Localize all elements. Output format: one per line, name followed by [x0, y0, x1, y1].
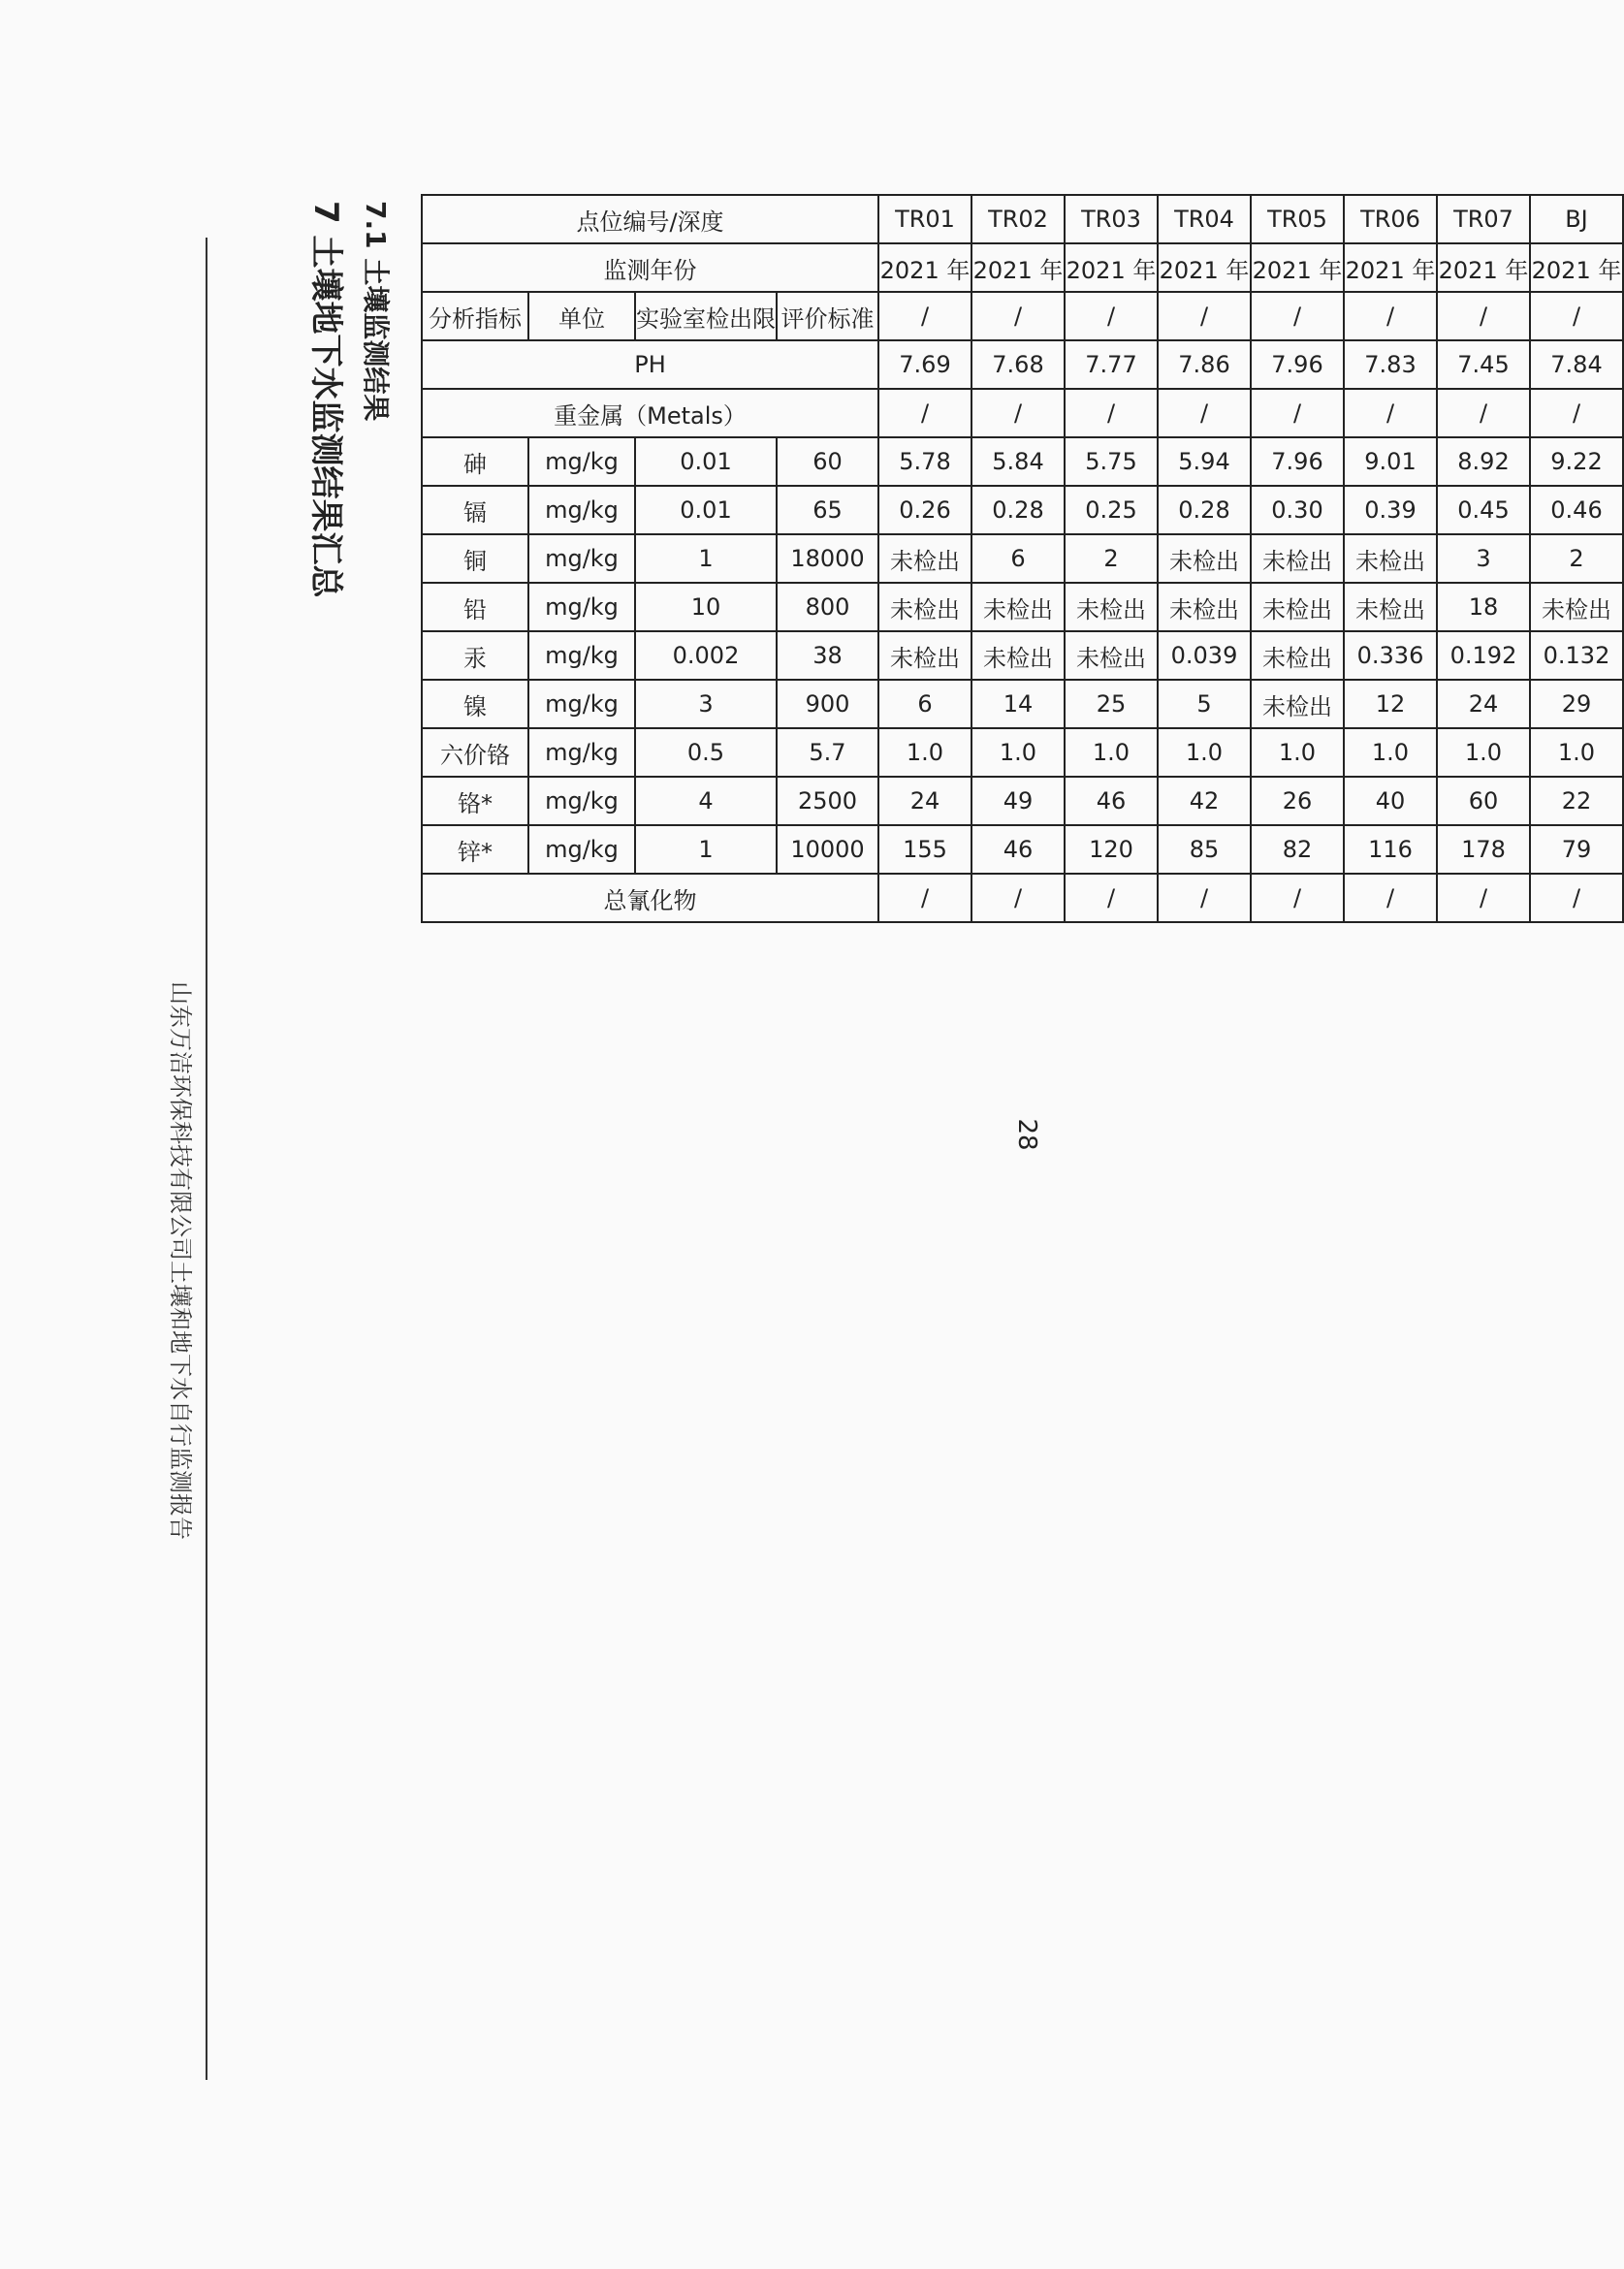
standard-cell: 10000 [777, 825, 878, 874]
point-header-cell: TR03 [1065, 195, 1158, 243]
value-cell: 6 [971, 534, 1065, 583]
value-cell: / [1530, 874, 1623, 922]
value-cell: / [1158, 389, 1251, 437]
metals-label-cell: 重金属（Metals） [422, 389, 878, 437]
value-cell: 0.45 [1437, 486, 1530, 534]
year-cell: 2021 年 [971, 243, 1065, 292]
table-row [422, 777, 1623, 825]
value-cell: 25 [1065, 680, 1158, 728]
corner-label-cell: 点位编号/深度 [422, 195, 878, 243]
value-cell: 未检出 [1344, 534, 1437, 583]
point-header-cell: BJ [1530, 195, 1623, 243]
value-cell: 未检出 [1251, 583, 1344, 631]
value-cell: / [1251, 292, 1344, 340]
unit-cell: mg/kg [528, 486, 635, 534]
detection-limit-cell: 4 [635, 777, 777, 825]
analyte-name-cell: 铜 [422, 534, 528, 583]
unit-cell: mg/kg [528, 728, 635, 777]
value-cell: 未检出 [1251, 631, 1344, 680]
value-cell: 5.84 [971, 437, 1065, 486]
value-cell: 8.92 [1437, 437, 1530, 486]
analyte-name-cell: 砷 [422, 437, 528, 486]
value-cell: 26 [1251, 777, 1344, 825]
value-cell: 6 [878, 680, 971, 728]
value-cell: 2 [1065, 534, 1158, 583]
value-cell: 0.039 [1158, 631, 1251, 680]
unit-cell: mg/kg [528, 680, 635, 728]
value-cell: 85 [1158, 825, 1251, 874]
ph-row [422, 340, 1623, 389]
value-cell: 60 [1437, 777, 1530, 825]
analyte-name-cell: 铬* [422, 777, 528, 825]
value-cell: 7.45 [1437, 340, 1530, 389]
value-cell: 1.0 [878, 728, 971, 777]
year-cell: 2021 年 [1251, 243, 1344, 292]
value-cell: / [1065, 874, 1158, 922]
value-cell: / [971, 389, 1065, 437]
column-header-cell: 评价标准 [777, 292, 878, 340]
detection-limit-cell: 0.01 [635, 486, 777, 534]
header-row-columns [422, 292, 1623, 340]
value-cell: / [1437, 292, 1530, 340]
header-row-points [422, 195, 1623, 243]
value-cell: 1.0 [971, 728, 1065, 777]
value-cell: / [1437, 389, 1530, 437]
detection-limit-cell: 10 [635, 583, 777, 631]
point-header-cell: TR06 [1344, 195, 1437, 243]
value-cell: 120 [1065, 825, 1158, 874]
year-label-cell: 监测年份 [422, 243, 878, 292]
table-row [422, 631, 1623, 680]
value-cell: / [1344, 389, 1437, 437]
unit-cell: mg/kg [528, 437, 635, 486]
column-header-cell: 单位 [528, 292, 635, 340]
value-cell: 0.39 [1344, 486, 1437, 534]
detection-limit-cell: 1 [635, 825, 777, 874]
value-cell: 7.84 [1530, 340, 1623, 389]
value-cell: 116 [1344, 825, 1437, 874]
value-cell: / [1158, 292, 1251, 340]
soil-results-table [421, 194, 1624, 923]
detection-limit-cell: 0.002 [635, 631, 777, 680]
value-cell: 49 [971, 777, 1065, 825]
point-header-cell: TR01 [878, 195, 971, 243]
standard-cell: 2500 [777, 777, 878, 825]
point-header-cell: TR04 [1158, 195, 1251, 243]
year-cell: 2021 年 [1065, 243, 1158, 292]
value-cell: 0.28 [971, 486, 1065, 534]
value-cell: 未检出 [1158, 583, 1251, 631]
value-cell: 40 [1344, 777, 1437, 825]
table-row [422, 583, 1623, 631]
analyte-name-cell: 镍 [422, 680, 528, 728]
unit-cell: mg/kg [528, 534, 635, 583]
unit-cell: mg/kg [528, 631, 635, 680]
page-header: 山东万洁环保科技有限公司土壤和地下水自行监测报告 [167, 981, 194, 1540]
value-cell: 0.28 [1158, 486, 1251, 534]
standard-cell: 65 [777, 486, 878, 534]
value-cell: 5 [1158, 680, 1251, 728]
value-cell: 5.78 [878, 437, 971, 486]
year-cell: 2021 年 [1437, 243, 1530, 292]
analyte-name-cell: 镉 [422, 486, 528, 534]
value-cell: 0.46 [1530, 486, 1623, 534]
value-cell: 155 [878, 825, 971, 874]
value-cell: / [1065, 292, 1158, 340]
value-cell: 1.0 [1344, 728, 1437, 777]
standard-cell: 18000 [777, 534, 878, 583]
unit-cell: mg/kg [528, 583, 635, 631]
table-row [422, 680, 1623, 728]
value-cell: / [1344, 874, 1437, 922]
value-cell: 1.0 [1158, 728, 1251, 777]
standard-cell: 38 [777, 631, 878, 680]
value-cell: 0.336 [1344, 631, 1437, 680]
value-cell: 24 [1437, 680, 1530, 728]
metals-row [422, 389, 1623, 437]
value-cell: 9.01 [1344, 437, 1437, 486]
column-header-cell: 实验室检出限 [635, 292, 777, 340]
detection-limit-cell: 3 [635, 680, 777, 728]
analyte-name-cell: 锌* [422, 825, 528, 874]
value-cell: / [878, 874, 971, 922]
value-cell: 46 [1065, 777, 1158, 825]
table-row [422, 437, 1623, 486]
subsection-title: 7.1 土壤监测结果 [360, 201, 392, 422]
value-cell: 7.96 [1251, 340, 1344, 389]
value-cell: 1.0 [1530, 728, 1623, 777]
detection-limit-cell: 0.5 [635, 728, 777, 777]
value-cell: / [971, 874, 1065, 922]
value-cell: / [1158, 874, 1251, 922]
table-row [422, 825, 1623, 874]
analyte-name-cell: 铅 [422, 583, 528, 631]
value-cell: 9.22 [1530, 437, 1623, 486]
year-cell: 2021 年 [1344, 243, 1437, 292]
value-cell: 7.77 [1065, 340, 1158, 389]
table-row [422, 728, 1623, 777]
value-cell: 1.0 [1437, 728, 1530, 777]
value-cell: / [1437, 874, 1530, 922]
point-header-cell: TR07 [1437, 195, 1530, 243]
ph-label-cell: PH [422, 340, 878, 389]
value-cell: 未检出 [1530, 583, 1623, 631]
value-cell: 未检出 [1251, 534, 1344, 583]
value-cell: 5.94 [1158, 437, 1251, 486]
section-title: 7 土壤地下水监测结果汇总 [306, 201, 345, 598]
value-cell: 0.25 [1065, 486, 1158, 534]
analyte-name-cell: 六价铬 [422, 728, 528, 777]
detection-limit-cell: 0.01 [635, 437, 777, 486]
value-cell: 未检出 [878, 583, 971, 631]
value-cell: / [1251, 874, 1344, 922]
unit-cell: mg/kg [528, 777, 635, 825]
analyte-name-cell: 汞 [422, 631, 528, 680]
value-cell: 7.96 [1251, 437, 1344, 486]
value-cell: / [1344, 292, 1437, 340]
cyanide-row [422, 874, 1623, 922]
header-rule [206, 238, 207, 2080]
value-cell: 未检出 [878, 534, 971, 583]
standard-cell: 900 [777, 680, 878, 728]
value-cell: 7.68 [971, 340, 1065, 389]
value-cell: 5.75 [1065, 437, 1158, 486]
value-cell: 1.0 [1065, 728, 1158, 777]
value-cell: 0.26 [878, 486, 971, 534]
value-cell: 46 [971, 825, 1065, 874]
table-row [422, 534, 1623, 583]
value-cell: 178 [1437, 825, 1530, 874]
value-cell: 14 [971, 680, 1065, 728]
value-cell: 未检出 [971, 631, 1065, 680]
standard-cell: 800 [777, 583, 878, 631]
value-cell: / [1530, 389, 1623, 437]
point-header-cell: TR02 [971, 195, 1065, 243]
value-cell: 29 [1530, 680, 1623, 728]
header-row-year [422, 243, 1623, 292]
value-cell: 12 [1344, 680, 1437, 728]
value-cell: / [1530, 292, 1623, 340]
standard-cell: 60 [777, 437, 878, 486]
column-header-cell: 分析指标 [422, 292, 528, 340]
value-cell: 7.69 [878, 340, 971, 389]
value-cell: 0.132 [1530, 631, 1623, 680]
year-cell: 2021 年 [1530, 243, 1623, 292]
value-cell: 22 [1530, 777, 1623, 825]
value-cell: 3 [1437, 534, 1530, 583]
value-cell: 18 [1437, 583, 1530, 631]
value-cell: / [878, 389, 971, 437]
value-cell: 7.86 [1158, 340, 1251, 389]
value-cell: 2 [1530, 534, 1623, 583]
table-row [422, 486, 1623, 534]
cyanide-label-cell: 总氰化物 [422, 874, 878, 922]
detection-limit-cell: 1 [635, 534, 777, 583]
value-cell: / [878, 292, 971, 340]
value-cell: 未检出 [878, 631, 971, 680]
value-cell: 未检出 [1158, 534, 1251, 583]
value-cell: / [1065, 389, 1158, 437]
value-cell: 未检出 [1251, 680, 1344, 728]
value-cell: 82 [1251, 825, 1344, 874]
year-cell: 2021 年 [1158, 243, 1251, 292]
point-header-cell: TR05 [1251, 195, 1344, 243]
value-cell: / [1251, 389, 1344, 437]
value-cell: 1.0 [1251, 728, 1344, 777]
value-cell: 未检出 [1065, 631, 1158, 680]
page-number: 28 [1012, 1118, 1041, 1151]
value-cell: / [971, 292, 1065, 340]
value-cell: 24 [878, 777, 971, 825]
value-cell: 0.30 [1251, 486, 1344, 534]
year-cell: 2021 年 [878, 243, 971, 292]
value-cell: 7.83 [1344, 340, 1437, 389]
value-cell: 未检出 [971, 583, 1065, 631]
value-cell: 79 [1530, 825, 1623, 874]
unit-cell: mg/kg [528, 825, 635, 874]
value-cell: 未检出 [1065, 583, 1158, 631]
value-cell: 0.192 [1437, 631, 1530, 680]
value-cell: 未检出 [1344, 583, 1437, 631]
standard-cell: 5.7 [777, 728, 878, 777]
value-cell: 42 [1158, 777, 1251, 825]
